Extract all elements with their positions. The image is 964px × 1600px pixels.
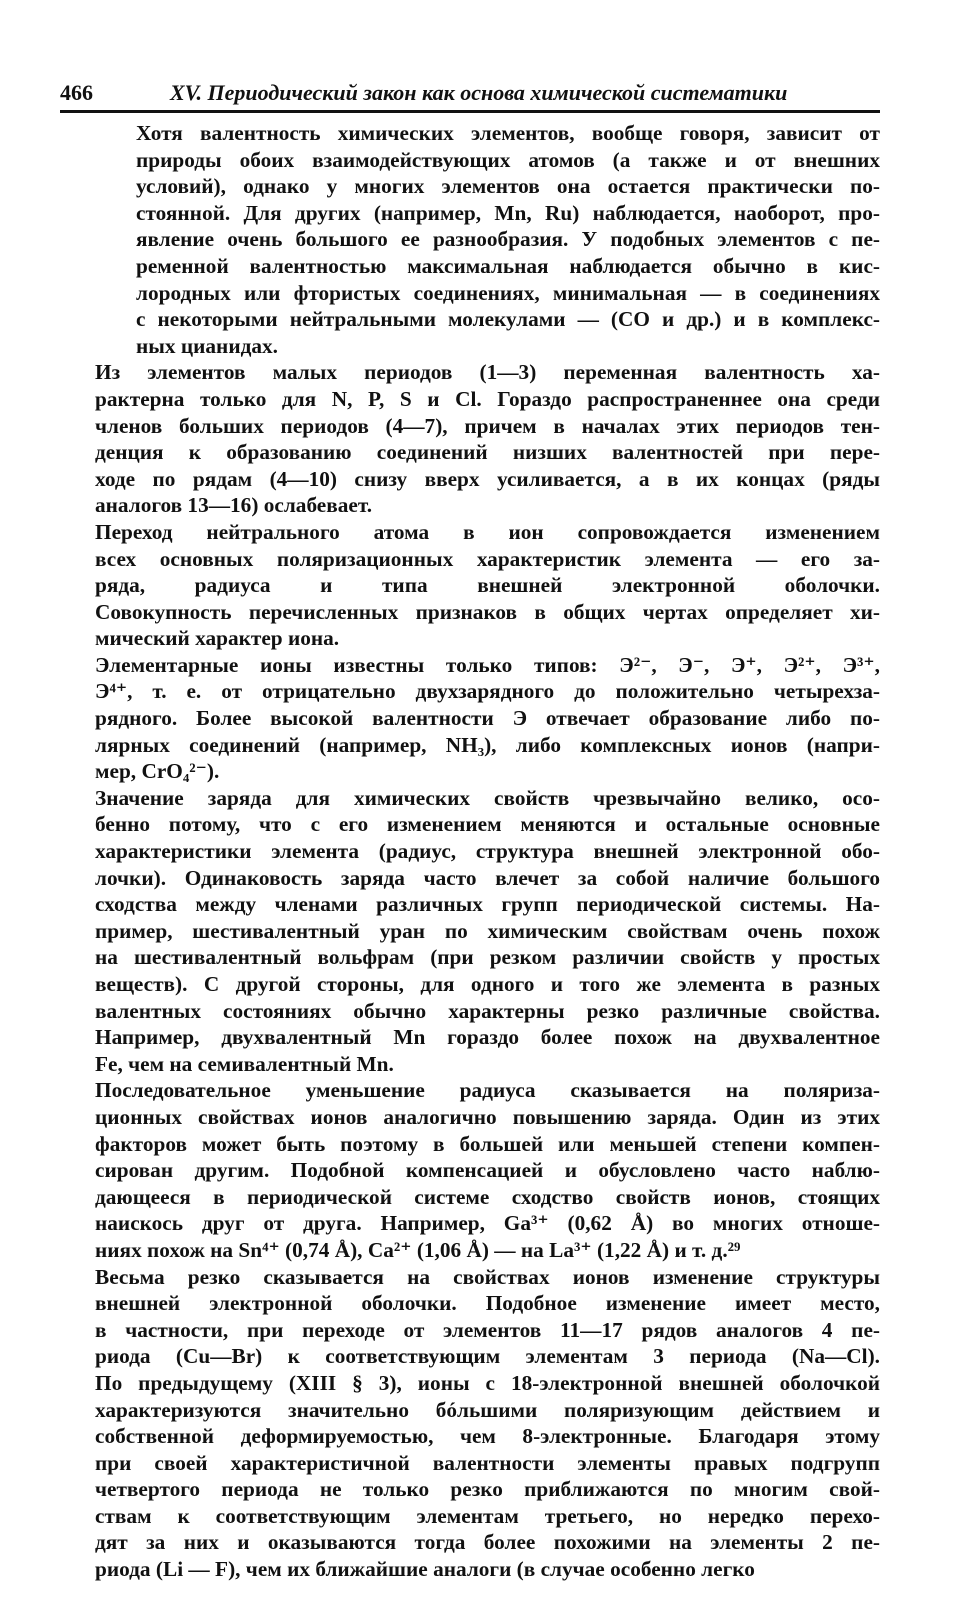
text-line: рядного. Более высокой валентности Э отвечает образование либо по- xyxy=(95,706,880,731)
running-title: XV. Периодический закон как основа химической систематики xyxy=(170,80,788,105)
text-line: при своей характеристичной валентности элементы правых подгрупп xyxy=(95,1450,880,1475)
text-line: Последовательное уменьшение радиуса сказывается на поляриза- xyxy=(95,1078,880,1103)
text-line: дающееся в периодической системе сходство свойств ионов, стоящих xyxy=(95,1184,880,1209)
text-line: риода (Li — F), чем их ближайшие аналоги (в случае особенно легко xyxy=(95,1557,755,1582)
text-line: Э⁴⁺, т. е. от отрицательно двухзарядного до положительно четырехза- xyxy=(95,679,880,704)
text-line: аналогов 13—16) ослабевает. xyxy=(95,493,373,518)
text-line: явление очень большого ее разнообразия. У подобных элементов с пе- xyxy=(136,227,880,252)
text-line: ствам к соответствующим элементам третьего, но нередко перехо- xyxy=(95,1503,880,1528)
text-body xyxy=(60,120,880,1583)
text-line: Весьма резко сказывается на свойствах ионов изменение структуры xyxy=(95,1264,880,1289)
text-line: на шестивалентный вольфрам (при резком различии свойств у простых xyxy=(95,945,880,970)
text-line: четвертого периода не только резко приближаются по многим свой- xyxy=(95,1477,880,1502)
text-line: ционных свойствах ионов аналогично повышению заряда. Один из этих xyxy=(95,1104,880,1129)
text-line: всех основных поляризационных характеристик элемента — его за- xyxy=(95,546,880,571)
text-line: стоянной. Для других (например, Mn, Ru) наблюдается, наоборот, про- xyxy=(136,200,880,225)
text-line: ных цианидах. xyxy=(136,333,278,358)
text-line: собственной деформируемостью, чем 8-электронные. Благодаря этому xyxy=(95,1424,880,1449)
text-line: характеризуются значительно бóльшими поляризующим действием и xyxy=(95,1397,880,1422)
paragraph-1 xyxy=(60,120,880,359)
text-line: ряда, радиуса и типа внешней электронной оболочки. xyxy=(95,573,880,598)
text-line: Из элементов малых периодов (1—3) переменная валентность ха- xyxy=(95,360,880,385)
text-line: лочки). Одинаковость заряда часто влечет за собой наличие большого xyxy=(95,865,880,890)
text-line: Хотя валентность химических элементов, вообще говоря, зависит от xyxy=(136,121,880,145)
text-line: бенно потому, что с его изменением меняются и остальные основные xyxy=(95,812,880,837)
text-line: мический характер иона. xyxy=(95,626,340,651)
text-line: с некоторыми нейтральными молекулами — (CO и др.) и в комплекс- xyxy=(136,307,880,332)
text-line: внешней электронной оболочки. Подобное изменение имеет место, xyxy=(95,1291,880,1316)
text-line: Fe, чем на семивалентный Mn. xyxy=(95,1051,394,1076)
text-line: природы обоих взаимодействующих атомов (а также и от внешних xyxy=(136,147,880,172)
page-number: 466 xyxy=(60,80,93,105)
text-line: веществ). С другой стороны, для одного и того же элемента в разных xyxy=(95,972,880,996)
text-line: Значение заряда для химических свойств чрезвычайно велико, осо- xyxy=(95,785,880,810)
text-line: ниях похож на Sn⁴⁺ (0,74 Å), Ca²⁺ (1,06 Å) — на La³⁺ (1,22 Å) и т. д.²⁹ xyxy=(95,1237,741,1262)
text-line: риода (Cu—Br) к соответствующим элементам 3 периода (Na—Cl). xyxy=(95,1344,880,1369)
text-line: мер, CrO₄²⁻). xyxy=(95,759,220,784)
text-line: сходства между членами различных групп периодической системы. На- xyxy=(95,892,880,917)
paragraph-4 xyxy=(60,652,880,785)
text-line: в частности, при переходе от элементов 11—17 рядов аналогов 4 пе- xyxy=(95,1317,880,1342)
paragraph-7 xyxy=(60,1264,880,1583)
text-line: характеристики элемента (радиус, структура внешней электронной обо- xyxy=(95,839,880,864)
text-line: Например, двухвалентный Mn гораздо более похож на двухвалентное xyxy=(95,1025,880,1050)
text-line: рактерна только для N, P, S и Cl. Гораздо распространеннее она среди xyxy=(95,386,880,411)
text-line: факторов может быть поэтому в большей или меньшей степени компен- xyxy=(95,1131,880,1156)
text-line: членов больших периодов (4—7), причем в началах этих периодов тен- xyxy=(95,413,880,438)
page-header xyxy=(60,74,880,113)
text-line: сирован другим. Подобной компенсацией и обусловлено часто наблю- xyxy=(95,1158,880,1183)
paragraph-2 xyxy=(60,359,880,519)
text-line: наискось друг от друга. Например, Ga³⁺ (0,62 Å) во многих отноше- xyxy=(95,1211,880,1236)
text-line: Переход нейтрального атома в ион сопровождается изменением xyxy=(95,519,880,544)
text-line: лородных или фтористых соединениях, минимальная — в соединениях xyxy=(136,280,880,305)
text-line: лярных соединений (например, NH₃), либо комплексных ионов (напри- xyxy=(95,732,880,757)
text-line: валентных состояниях обычно характерны резко различные свойства. xyxy=(95,998,880,1023)
paragraph-3 xyxy=(60,519,880,652)
paragraph-5 xyxy=(60,785,880,1078)
text-line: пример, шестивалентный уран по химическим свойствам очень похож xyxy=(95,918,880,943)
text-line: Совокупность перечисленных признаков в общих чертах определяет хи- xyxy=(95,599,880,624)
text-line: денция к образованию соединений низших валентностей при пере- xyxy=(95,440,880,465)
text-line: По предыдущему (XIII § 3), ионы с 18-электронной внешней оболочкой xyxy=(95,1370,880,1395)
text-line: Элементарные ионы известны только типов: Э²⁻, Э⁻, Э⁺, Э²⁺, Э³⁺, xyxy=(95,652,880,677)
text-line: условий), однако у многих элементов она остается практически по- xyxy=(136,174,880,199)
text-line: ходе по рядам (4—10) снизу вверх усиливается, а в их концах (ряды xyxy=(95,466,880,491)
text-line: дят за них и оказываются тогда более похожими на элементы 2 пе- xyxy=(95,1530,880,1555)
paragraph-6 xyxy=(60,1077,880,1263)
text-line: ременной валентностью максимальная наблюдается обычно в кис- xyxy=(136,253,880,278)
